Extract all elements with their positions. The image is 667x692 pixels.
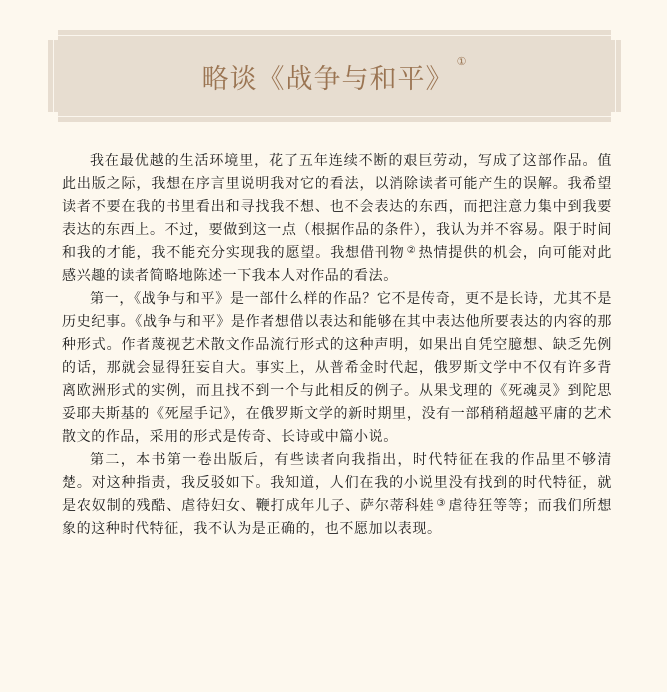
- banner-corner-notch: [48, 112, 58, 122]
- paragraph-text: 我在最优越的生活环境里，花了五年连续不断的艰巨劳动，写成了这部作品。值此出版之际，我想在序言里说明我对它的看法，以消除读者可能产生的误解。我希望读者不要在我的书里看出和寻找我不想、也不会表达的东西，而把注意力集中到我要表达的东西上。不过，要做到这一点（根据作品的条件），我认为并不容易。限于时间和我的才能，我不能充分实现我的愿望。我想借刊物: [62, 153, 612, 261]
- paragraph-text: 虐待狂等等；而我们所想象的这种时代特征，我不认为是正确的，也不愿加以表现。: [62, 498, 612, 537]
- paragraph-2: [62, 288, 612, 449]
- page-title: [48, 57, 621, 96]
- footnote-marker: ①: [456, 55, 468, 68]
- footnote-marker: ②: [406, 245, 417, 256]
- title-banner: [48, 30, 621, 122]
- paragraph-text: 第一，《战争与和平》是一部什么样的作品？它不是传奇，更不是长诗，尤其不是历史纪事。《战争与和平》是作者想借以表达和能够在其中表达他所要表达的内容的那种形式。作者蔑视艺术散文作品流行形式的这种声明，如果出自凭空臆想、缺乏先例的话，那就会显得狂妄自大。事实上，从普希金时代起，俄罗斯文学中不仅有许多背离欧洲形式的实例，而且找不到一个与此相反的例子。从果戈理的《死魂灵》到陀思妥耶夫斯基的《死屋手记》，在俄罗斯文学的新时期里，没有一部稍稍超越平庸的艺术散文的作品，采用的形式是传奇、长诗或中篇小说。: [62, 291, 612, 445]
- footnote-marker: ③: [436, 498, 447, 509]
- page-title-text: 略谈《战争与和平》: [201, 64, 454, 95]
- article-body: [62, 150, 612, 541]
- paragraph-text: 热情提供的机会，向可能对此感兴趣的读者简略地陈述一下我本人对作品的看法。: [62, 245, 612, 284]
- banner-corner-notch: [48, 30, 58, 40]
- paragraph-text: 第二，本书第一卷出版后，有些读者向我指出，时代特征在我的作品里不够清楚。对这种指责，我反驳如下。我知道，人们在我的小说里没有找到的时代特征，就是农奴制的残酷、虐待妇女、鞭打成年儿子、萨尔蒂科娃: [62, 452, 612, 514]
- banner-corner-notch: [611, 30, 621, 40]
- paragraph-1: [62, 150, 612, 288]
- paragraph-3: [62, 449, 612, 541]
- banner-corner-notch: [611, 112, 621, 122]
